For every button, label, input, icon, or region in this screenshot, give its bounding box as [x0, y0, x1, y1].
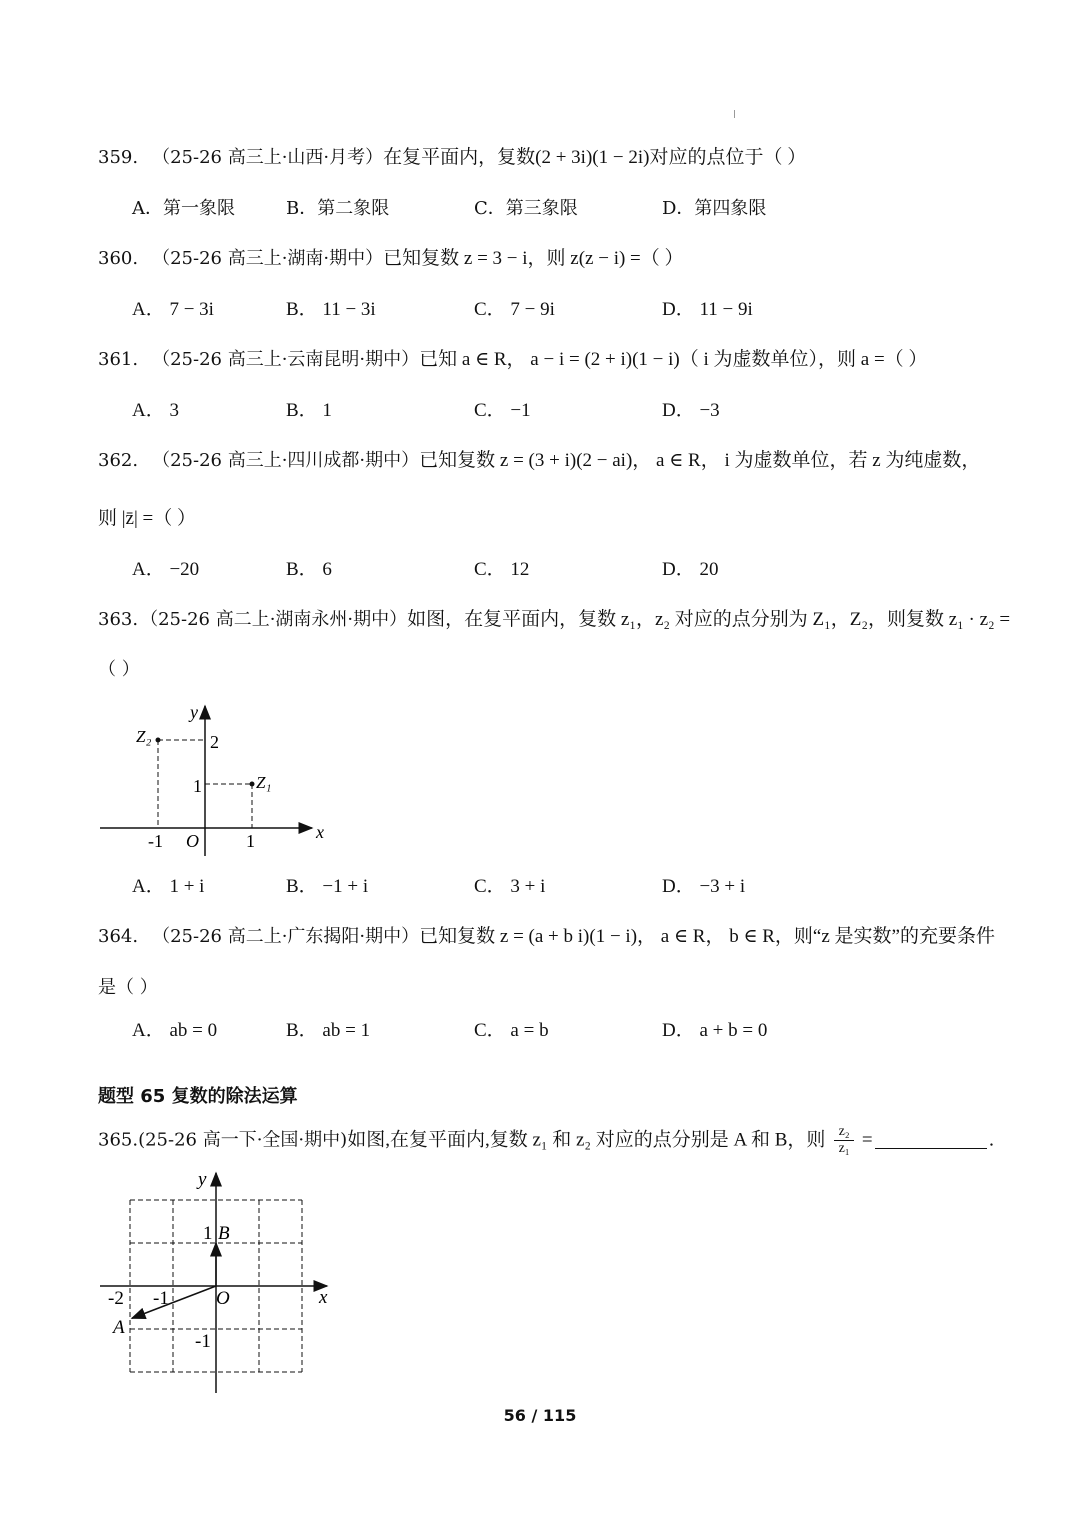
- origin-label: O: [186, 831, 199, 851]
- option-359-a[interactable]: A．第一象限: [132, 198, 235, 219]
- option-363-a[interactable]: A． 1 + i: [132, 876, 205, 897]
- question-364-cont: 是（ ）: [98, 977, 158, 998]
- option-361-c[interactable]: C． −1: [474, 400, 531, 421]
- tick-x-neg1: -1: [148, 831, 163, 851]
- figure-365: [95, 1165, 345, 1397]
- option-364-c[interactable]: C． a = b: [474, 1020, 549, 1041]
- option-364-b[interactable]: B． ab = 1: [286, 1020, 371, 1041]
- x-axis-label: x: [316, 822, 324, 842]
- option-363-d[interactable]: D． −3 + i: [662, 876, 746, 897]
- option-364-d[interactable]: D． a + b = 0: [662, 1020, 768, 1041]
- answer-blank[interactable]: [875, 1130, 987, 1149]
- option-361-d[interactable]: D． −3: [662, 400, 720, 421]
- tick-x-neg1: -1: [153, 1288, 169, 1309]
- option-361-b[interactable]: B． 1: [286, 400, 332, 421]
- page-number: 56 / 115: [503, 1406, 577, 1425]
- label-z2: Z₂: [136, 727, 152, 746]
- x-axis-label: x: [319, 1287, 328, 1308]
- label-b: B: [218, 1223, 230, 1244]
- option-359-b[interactable]: B．第二象限: [286, 198, 390, 219]
- option-360-d[interactable]: D． 11 − 9i: [662, 299, 753, 320]
- y-axis-label: y: [190, 702, 198, 722]
- question-359: 359. （25-26 高三上·山西·月考）在复平面内，复数(2 + 3i)(1 − 2i)对应的点位于（ ）: [98, 147, 807, 168]
- tick-y-1: 1: [203, 1223, 213, 1244]
- question-362-cont: 则 |z̄| =（ ）: [98, 508, 197, 529]
- point-z1: [250, 782, 255, 787]
- question-363: 363. （25-26 高二上·湖南永州·期中）如图，在复平面内，复数 z₁，z₂ 对应的点分别为 Z₁，Z₂，则复数 z₁ · z₂ =: [98, 609, 1011, 630]
- option-360-a[interactable]: A． 7 − 3i: [132, 299, 214, 320]
- question-360: 360. （25-26 高三上·湖南·期中）已知复数 z = 3 − i，则 z(z − i) =（ ）: [98, 248, 684, 269]
- tick-x-1: 1: [246, 831, 255, 851]
- option-359-c[interactable]: C．第三象限: [474, 198, 578, 219]
- option-363-c[interactable]: C． 3 + i: [474, 876, 546, 897]
- option-360-c[interactable]: C． 7 − 9i: [474, 299, 555, 320]
- option-361-a[interactable]: A． 3: [132, 400, 179, 421]
- label-a: A: [113, 1317, 125, 1338]
- origin-label: O: [216, 1288, 230, 1309]
- question-361: 361. （25-26 高三上·云南昆明·期中）已知 a ∈ R， a − i = (2 + i)(1 − i)（ i 为虚数单位），则 a =（ ）: [98, 349, 928, 370]
- figure-363: [90, 698, 330, 868]
- point-z2: [156, 738, 161, 743]
- option-362-c[interactable]: C． 12: [474, 559, 530, 580]
- fraction-z2-over-z1: $\frac{\text{z₂}}{\text{z₁}}$: [834, 1124, 854, 1157]
- question-365: 365.(25-26 高一下·全国·期中)如图,在复平面内,复数 z₁ 和 z₂ 对应的点分别是 A 和 B，则 $\frac{\text{z₂}}{\text{z₁}}$ = .: [98, 1124, 995, 1156]
- label-z1: Z₁: [256, 773, 272, 792]
- option-363-b[interactable]: B． −1 + i: [286, 876, 369, 897]
- option-362-d[interactable]: D． 20: [662, 559, 719, 580]
- option-364-a[interactable]: A． ab = 0: [132, 1020, 218, 1041]
- tick-y-neg1: -1: [195, 1331, 211, 1352]
- section-title: 题型 65 复数的除法运算: [98, 1086, 298, 1107]
- option-359-d[interactable]: D．第四象限: [662, 198, 767, 219]
- vector-oa: [132, 1286, 216, 1318]
- tick-y-2: 2: [210, 732, 219, 752]
- y-axis-label: y: [198, 1169, 207, 1190]
- question-362: 362. （25-26 高三上·四川成都·期中）已知复数 z = (3 + i)(2 − ai)， a ∈ R， i 为虚数单位，若 z 为纯虚数，: [98, 450, 981, 471]
- tick-x-neg2: -2: [108, 1288, 124, 1309]
- option-360-b[interactable]: B． 11 − 3i: [286, 299, 376, 320]
- question-364: 364. （25-26 高二上·广东揭阳·期中）已知复数 z = (a + b i)(1 − i)， a ∈ R， b ∈ R，则“z 是实数”的充要条件: [98, 926, 995, 947]
- scan-mark: [734, 110, 735, 118]
- option-362-b[interactable]: B． 6: [286, 559, 332, 580]
- option-362-a[interactable]: A． −20: [132, 559, 200, 580]
- question-363-cont: （ ）: [98, 659, 140, 680]
- tick-y-1: 1: [193, 776, 202, 796]
